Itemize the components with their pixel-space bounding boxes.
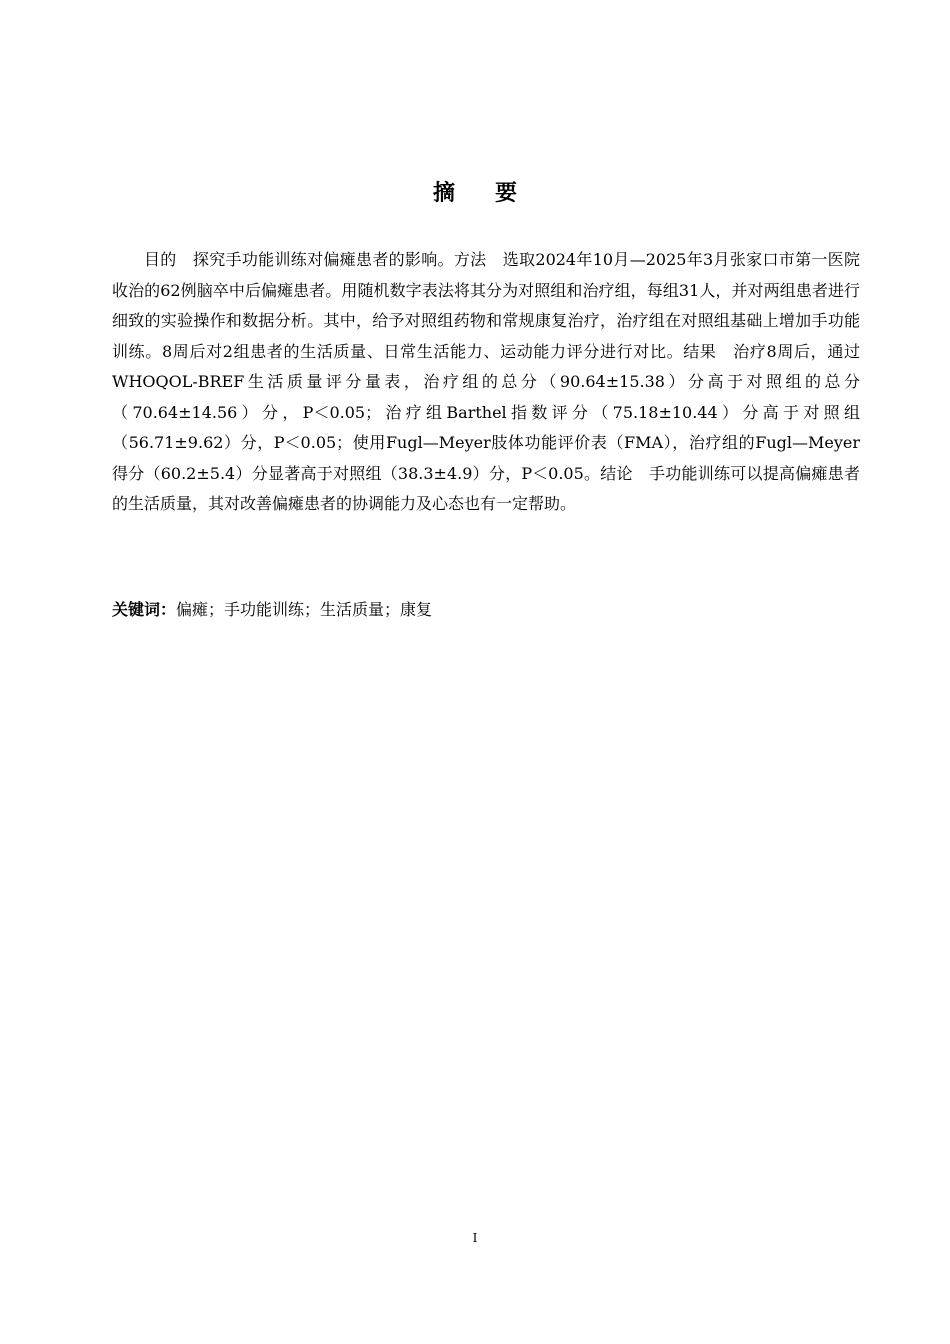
- keywords-value: 偏瘫；手功能训练；生活质量；康复: [176, 600, 433, 619]
- abstract-paragraph: 目的 探究手功能训练对偏瘫患者的影响。方法 选取2024年10月—2025年3月张家口市第一医院收治的62例脑卒中后偏瘫患者。用随机数字表法将其分为对照组和治疗组，每组31人，并对两组患者进行细致的实验操作和数据分析。其中，给予对照组药物和常规康复治疗，治疗组在对照组基础上增加手功能训练。8周后对2组患者的生活质量、日常生活能力、运动能力评分进行对比。结果 治疗8周后，通过WHOQOL-BREF生活质量评分量表，治疗组的总分（90.64±15.38）分高于对照组的总分（70.64±14.56）分，P＜0.05；治疗组Barthel指数评分（75.18±10.44）分高于对照组（56.71±9.62）分，P＜0.05；使用Fugl—Meyer肢体功能评价表（FMA），治疗组的Fugl—Meyer得分（60.2±5.4）分显著高于对照组（38.3±4.9）分，P＜0.05。结论 手功能训练可以提高偏瘫患者的生活质量，其对改善偏瘫患者的协调能力及心态也有一定帮助。: [112, 250, 860, 513]
- page-title: 摘要: [432, 181, 557, 206]
- page-number: I: [472, 1231, 478, 1245]
- keywords-line: [112, 596, 860, 624]
- keywords-label: 关键词：: [112, 600, 177, 619]
